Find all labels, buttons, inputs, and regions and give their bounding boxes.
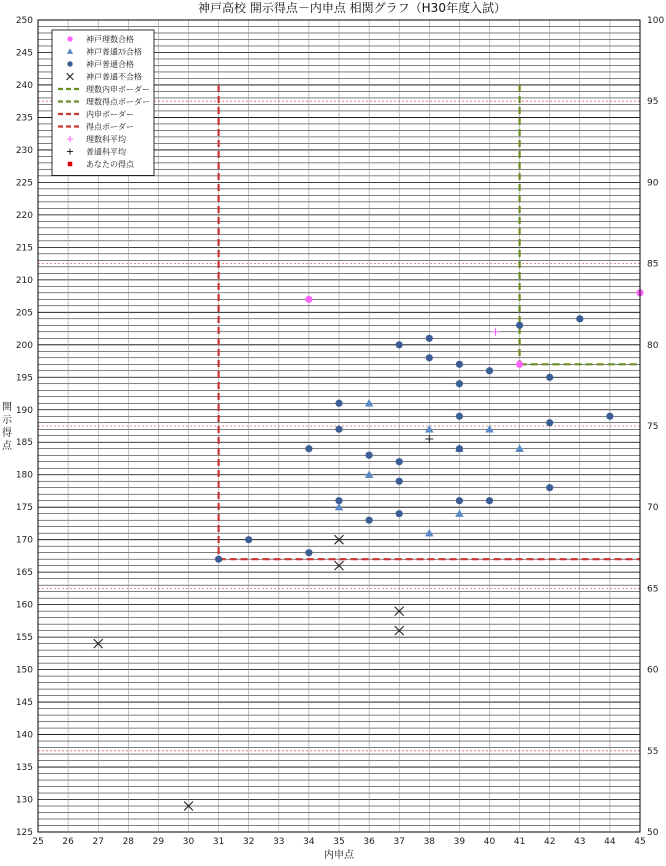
x-tick-label: 43	[574, 837, 586, 847]
data-point	[516, 322, 523, 329]
y-tick-label: 170	[15, 535, 33, 546]
y2-tick-label: 65	[647, 584, 659, 595]
data-point	[335, 426, 342, 433]
x-axis-label: 内申点	[324, 850, 354, 861]
y2-tick-label: 100	[647, 16, 665, 26]
y-tick-label: 250	[15, 16, 33, 26]
legend-entry-label: 得点ボーダー	[86, 122, 134, 132]
data-point	[396, 478, 403, 485]
legend-entry-label: あなたの得点	[86, 160, 134, 169]
data-point	[335, 400, 342, 407]
y-axis-label-char: 開	[2, 402, 12, 413]
legend-entry-label: 理数内申ボーダー	[86, 85, 150, 94]
x-tick-label: 34	[303, 837, 315, 847]
data-point	[396, 341, 403, 348]
x-tick-label: 27	[92, 837, 104, 847]
y-tick-label: 155	[15, 633, 33, 644]
y-tick-label: 205	[15, 308, 33, 319]
y2-tick-label: 50	[647, 828, 659, 838]
y-tick-label: 225	[15, 178, 33, 189]
x-tick-label: 26	[62, 837, 74, 847]
y2-tick-label: 60	[647, 665, 659, 676]
x-tick-label: 38	[423, 837, 436, 847]
data-point	[425, 529, 434, 537]
data-point	[456, 361, 463, 368]
x-tick-label: 39	[453, 837, 466, 847]
data-point	[486, 367, 493, 374]
x-tick-label: 32	[242, 837, 255, 847]
y-axis-label-char: 得	[2, 428, 12, 439]
legend	[52, 30, 154, 176]
x-tick-label: 41	[513, 837, 526, 847]
y-axis-label-char: 点	[2, 441, 12, 452]
y-tick-label: 185	[15, 438, 33, 449]
data-point	[426, 354, 433, 361]
y2-tick-label: 90	[647, 178, 659, 189]
legend-entry-label: 神戸普通合格	[86, 60, 134, 69]
x-tick-label: 25	[32, 837, 44, 847]
data-point	[546, 419, 553, 426]
data-point	[425, 435, 433, 443]
x-tick-label: 44	[604, 837, 616, 847]
x-tick-label: 29	[152, 837, 165, 847]
legend-entry-label: 神戸普通ｽﾗ合格	[86, 47, 142, 57]
y-tick-label: 130	[15, 795, 33, 806]
data-point	[456, 497, 463, 504]
legend-entry-label: 理数科平均	[86, 135, 126, 144]
y-tick-label: 245	[15, 48, 33, 59]
y-tick-label: 235	[15, 113, 33, 124]
data-point	[365, 399, 374, 407]
legend-entry-label: 普通科平均	[86, 147, 126, 157]
x-tick-label: 36	[363, 837, 375, 847]
legend-entry-label: 神戸普通不合格	[86, 72, 142, 82]
y2-tick-label: 85	[647, 259, 659, 270]
data-point	[396, 458, 403, 465]
data-point	[305, 549, 312, 556]
y-tick-label: 210	[15, 275, 33, 286]
x-tick-label: 35	[333, 837, 345, 847]
legend-marker-swatch	[68, 162, 73, 167]
data-point	[396, 510, 403, 517]
y-axis-label	[2, 401, 13, 452]
y-tick-label: 215	[15, 243, 33, 254]
y-tick-label: 230	[15, 145, 33, 156]
data-point	[365, 470, 374, 478]
data-point	[546, 484, 553, 491]
data-point	[516, 361, 523, 368]
y-tick-label: 150	[15, 665, 33, 676]
chart-title: 神戸高校 開示得点－内申点 相関グラフ（H30年度入試）	[198, 1, 506, 15]
y-tick-label: 220	[15, 210, 33, 221]
y-tick-label: 200	[15, 340, 33, 351]
data-point	[335, 497, 342, 504]
data-point	[456, 413, 463, 420]
x-tick-label: 45	[634, 837, 646, 847]
y2-tick-label: 95	[647, 97, 659, 108]
y-tick-label: 180	[15, 470, 33, 481]
y2-tick-label: 55	[647, 746, 659, 757]
data-point	[455, 509, 464, 517]
y-tick-label: 195	[15, 373, 33, 384]
legend-marker-swatch	[67, 61, 72, 66]
legend-entry-label: 神戸理数合格	[86, 35, 134, 44]
legend-entry-label: 内申ボーダー	[86, 110, 134, 119]
y-tick-label: 140	[15, 730, 33, 741]
x-tick-label: 30	[182, 837, 195, 847]
x-tick-label: 28	[122, 837, 135, 847]
data-point	[515, 444, 524, 452]
data-point	[305, 445, 312, 452]
y-tick-label: 165	[15, 568, 33, 579]
data-point	[456, 380, 463, 387]
data-point	[366, 517, 373, 524]
x-tick-label: 37	[393, 837, 405, 847]
y2-tick-label: 75	[647, 422, 659, 432]
data-point	[245, 536, 252, 543]
legend-entry-label: 理数得点ボーダー	[86, 97, 150, 107]
data-point	[215, 556, 222, 563]
y2-tick-label: 80	[647, 340, 659, 351]
y2-tick-label: 70	[647, 503, 659, 514]
x-tick-label: 42	[543, 837, 556, 847]
legend-marker-swatch	[67, 36, 72, 41]
data-point	[426, 335, 433, 342]
data-point	[492, 328, 500, 336]
y-tick-label: 190	[15, 405, 33, 416]
x-tick-label: 33	[273, 837, 285, 847]
x-tick-label: 31	[212, 837, 225, 847]
y-tick-label: 125	[15, 828, 33, 838]
y-axis-label-char: 示	[2, 415, 12, 426]
y-tick-label: 135	[15, 763, 33, 774]
y-tick-label: 145	[15, 698, 33, 709]
data-point	[606, 413, 613, 420]
data-point	[456, 445, 463, 452]
data-point	[546, 374, 553, 381]
y-tick-label: 160	[15, 600, 33, 611]
data-point	[366, 452, 373, 459]
x-tick-label: 40	[483, 837, 496, 847]
y-tick-label: 240	[15, 80, 33, 91]
data-point	[486, 497, 493, 504]
data-point	[576, 315, 583, 322]
data-point	[305, 296, 312, 303]
y-tick-label: 175	[15, 503, 33, 514]
